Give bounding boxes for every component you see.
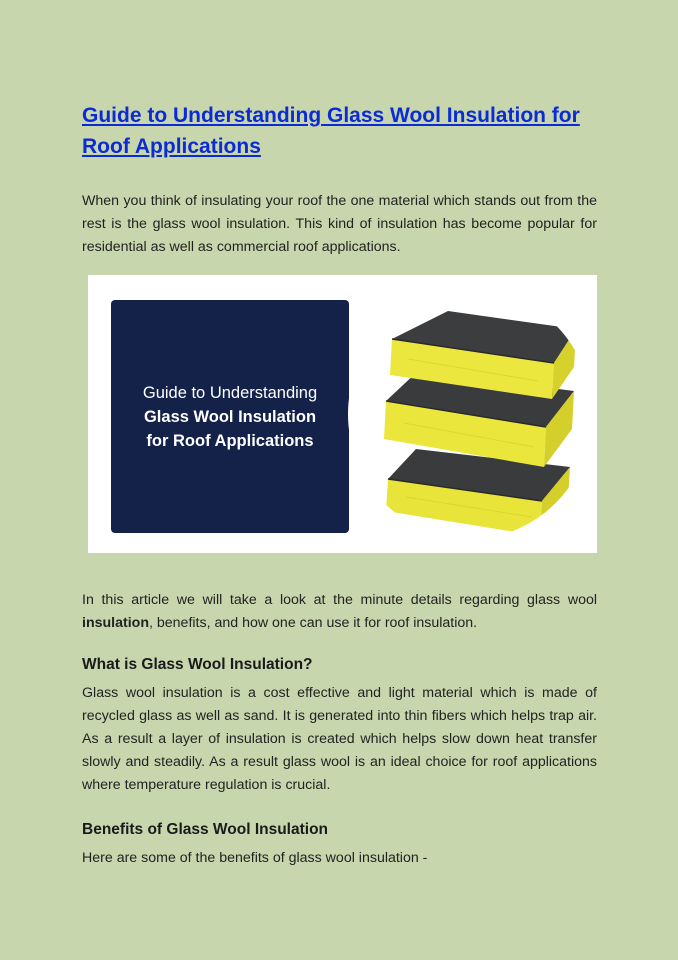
hero-line-2: Glass Wool Insulation [143, 407, 317, 426]
article-intro-bold: insulation [82, 615, 149, 631]
hero-line-3: for Roof Applications [146, 431, 314, 450]
document-page [82, 100, 597, 870]
article-intro-text: In this article we will take a look at the minute details regarding glass wool [82, 592, 597, 608]
section-body-benefits: Here are some of the benefits of glass wool insulation - [82, 850, 428, 866]
article-intro-paragraph [82, 589, 597, 635]
intro-paragraph: When you think of insulating your roof the one material which stands out from the rest is the glass wool insulation. This kind of insulation has become popular for residential as well as commercial roof applications. [82, 193, 597, 255]
hero-title-card [111, 300, 349, 533]
article-intro-text-2: , benefits, and how one can use it for roof insulation. [149, 615, 478, 631]
article-title-link[interactable]: Guide to Understanding Glass Wool Insulation for Roof Applications [82, 104, 580, 158]
section-heading-benefits: Benefits of Glass Wool Insulation [82, 821, 329, 838]
section-heading-what-is: What is Glass Wool Insulation? [82, 656, 313, 673]
section-body-what-is: Glass wool insulation is a cost effective and light material which is made of recycled glass as well as sand. It is generated into thin fibers which helps trap air. As a result a layer of insulation is created which helps slow down heat transfer slowly and steadily. As a result glass wool is an ideal choice for roof applications where temperature regulation is crucial. [82, 685, 597, 793]
hero-line-1: Guide to Understanding [142, 383, 318, 402]
glass-wool-slabs-icon [348, 289, 592, 539]
hero-image [88, 275, 597, 553]
insulation-photo [348, 289, 592, 539]
